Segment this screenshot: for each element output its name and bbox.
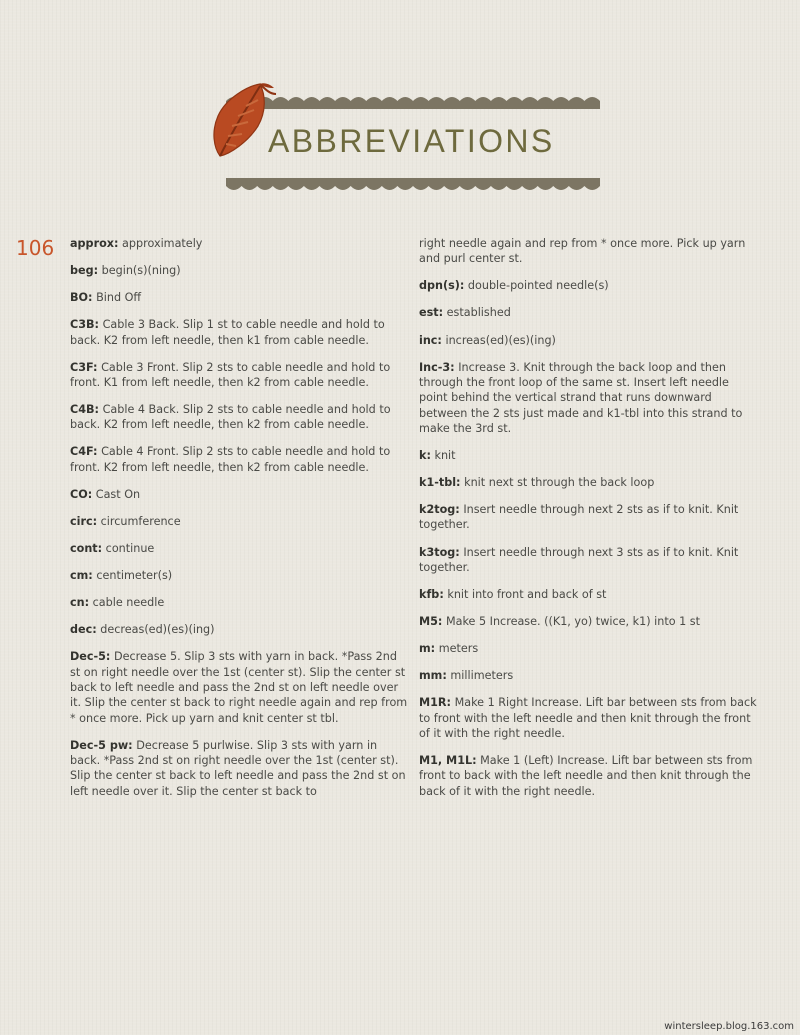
entry-desc: approximately bbox=[122, 237, 203, 250]
abbreviation-entry bbox=[419, 360, 757, 436]
continuation-desc: right needle again and rep from * once more. Pick up yarn and purl center st. bbox=[419, 237, 746, 266]
entry-desc: Decrease 5. Slip 3 sts with yarn in back. *Pass 2nd st on right needle over the 1st (center st). Slip the center st back to left needle and pass the 2nd st on left needle over it. Slip the center st back to right needle again and rep from * once more. Pick up yarn and knit center st tbl. bbox=[70, 650, 408, 725]
entry-term: BO: bbox=[70, 291, 93, 305]
abbreviation-entry bbox=[419, 695, 757, 741]
entry-desc: meters bbox=[438, 642, 479, 656]
bottom-scalloped-ribbon bbox=[226, 178, 600, 192]
abbreviation-entry bbox=[70, 649, 408, 725]
abbreviation-entry bbox=[70, 290, 408, 305]
entry-term: C3B: bbox=[70, 318, 99, 332]
entry-desc: Cast On bbox=[95, 487, 141, 501]
page-number: 106 bbox=[16, 236, 55, 260]
entry-term: inc: bbox=[419, 333, 442, 347]
abbreviation-entry bbox=[419, 641, 757, 656]
abbreviation-entry bbox=[419, 545, 757, 576]
abbreviation-entry bbox=[419, 475, 757, 490]
abbreviation-entry bbox=[70, 360, 408, 391]
entry-desc: Make 1 Right Increase. Lift bar between sts from back to front with the left needle and then knit through the front of it with the right needle. bbox=[419, 696, 757, 740]
entry-term: k3tog: bbox=[419, 545, 460, 559]
entry-term: mm: bbox=[419, 669, 447, 683]
entry-term: M1, M1L: bbox=[419, 753, 477, 767]
entry-term: Dec-5: bbox=[70, 650, 111, 664]
left-column bbox=[70, 236, 408, 811]
entry-term: C4F: bbox=[70, 445, 98, 459]
abbreviation-entry bbox=[419, 614, 757, 629]
abbreviation-entry bbox=[70, 236, 408, 251]
entry-term: est: bbox=[419, 306, 444, 320]
abbreviation-entry bbox=[70, 444, 408, 475]
abbreviation-entry bbox=[70, 263, 408, 278]
abbreviation-entry bbox=[70, 487, 408, 502]
entry-desc: centimeter(s) bbox=[96, 569, 173, 583]
abbreviation-entry bbox=[419, 333, 757, 348]
entry-desc: begin(s)(ning) bbox=[101, 264, 181, 278]
entry-desc: Decrease 5 purlwise. Slip 3 sts with yarn in back. *Pass 2nd st on right needle over the 1st (center st). Slip the center st back to left needle and pass the 2nd st on left needle over it. Slip the center st back to bbox=[70, 738, 406, 798]
abbreviation-entry bbox=[419, 668, 757, 683]
abbreviation-entry bbox=[419, 305, 757, 320]
abbreviation-entry bbox=[70, 514, 408, 529]
abbreviation-entry bbox=[70, 622, 408, 637]
entry-desc: continue bbox=[105, 542, 155, 556]
entry-term: beg: bbox=[70, 264, 99, 278]
entry-desc: knit next st through the back loop bbox=[464, 476, 655, 490]
entry-desc: Cable 3 Front. Slip 2 sts to cable needle and hold to front. K1 from left needle, then k2 from cable needle. bbox=[70, 360, 391, 389]
entry-term: Dec-5 pw: bbox=[70, 738, 133, 752]
entry-term: cont: bbox=[70, 542, 103, 556]
entry-desc: Make 5 Increase. ((K1, yo) twice, k1) into 1 st bbox=[445, 615, 700, 629]
entry-desc: knit into front and back of st bbox=[447, 587, 607, 601]
entry-term: cn: bbox=[70, 596, 90, 610]
entry-desc: millimeters bbox=[450, 669, 514, 683]
abbreviation-entry bbox=[70, 317, 408, 348]
abbreviation-entry bbox=[419, 448, 757, 463]
entry-desc: established bbox=[446, 306, 511, 320]
entry-desc: knit bbox=[434, 448, 456, 462]
entry-term: M5: bbox=[419, 615, 443, 629]
entry-desc: Increase 3. Knit through the back loop and then through the front loop of the same st. Insert left needle point behind the vertical strand that runs downward between the 2 sts just made and k1-tbl into this strand to make the 3rd st. bbox=[419, 360, 743, 435]
entry-desc: Insert needle through next 3 sts as if to knit. Knit together. bbox=[419, 545, 739, 574]
abbreviation-entry bbox=[70, 595, 408, 610]
entry-term: m: bbox=[419, 642, 436, 656]
entry-term: kfb: bbox=[419, 587, 444, 601]
entry-term: k: bbox=[419, 448, 431, 462]
entry-desc: decreas(ed)(es)(ing) bbox=[100, 623, 215, 637]
abbreviation-entry bbox=[419, 502, 757, 533]
watermark: wintersleep.blog.163.com bbox=[664, 1021, 794, 1032]
entry-desc: circumference bbox=[100, 514, 181, 528]
abbreviation-entry bbox=[419, 278, 757, 293]
top-scalloped-ribbon bbox=[226, 95, 600, 109]
entry-desc: Cable 4 Back. Slip 2 sts to cable needle and hold to back. K2 from left needle, then k2 from cable needle. bbox=[70, 403, 391, 432]
entry-term: k1-tbl: bbox=[419, 476, 461, 490]
entry-desc: double-pointed needle(s) bbox=[467, 279, 609, 293]
entry-term: C4B: bbox=[70, 403, 99, 417]
continuation-text bbox=[419, 236, 757, 267]
entry-desc: Make 1 (Left) Increase. Lift bar between sts from front to back with the left needle and then knit through the back of it with the right needle. bbox=[419, 753, 753, 798]
right-column bbox=[419, 236, 757, 811]
entry-desc: Insert needle through next 2 sts as if to knit. Knit together. bbox=[419, 503, 739, 532]
abbreviation-entry bbox=[419, 587, 757, 602]
entry-term: cm: bbox=[70, 569, 93, 583]
entry-term: dpn(s): bbox=[419, 279, 465, 293]
entry-term: M1R: bbox=[419, 696, 452, 710]
entry-term: dec: bbox=[70, 623, 97, 637]
entry-desc: Cable 4 Front. Slip 2 sts to cable needle and hold to front. K2 from left needle, then k2 from cable needle. bbox=[70, 445, 391, 474]
entry-desc: cable needle bbox=[92, 596, 165, 610]
abbreviation-entry bbox=[70, 738, 408, 799]
entry-desc: Bind Off bbox=[96, 291, 142, 305]
entry-desc: Cable 3 Back. Slip 1 st to cable needle and hold to back. K2 from left needle, then k1 from cable needle. bbox=[70, 318, 385, 347]
entry-term: C3F: bbox=[70, 360, 98, 374]
abbreviation-entry bbox=[70, 541, 408, 556]
entry-term: CO: bbox=[70, 487, 93, 501]
entry-term: approx: bbox=[70, 237, 119, 250]
entry-term: circ: bbox=[70, 514, 98, 528]
entry-term: Inc-3: bbox=[419, 360, 455, 374]
abbreviation-entry bbox=[70, 568, 408, 583]
abbreviation-entry bbox=[70, 402, 408, 433]
page-title: ABBREVIATIONS bbox=[268, 123, 555, 159]
entry-desc: increas(ed)(es)(ing) bbox=[445, 333, 556, 347]
entry-term: k2tog: bbox=[419, 503, 460, 517]
abbreviation-entry bbox=[419, 753, 757, 799]
